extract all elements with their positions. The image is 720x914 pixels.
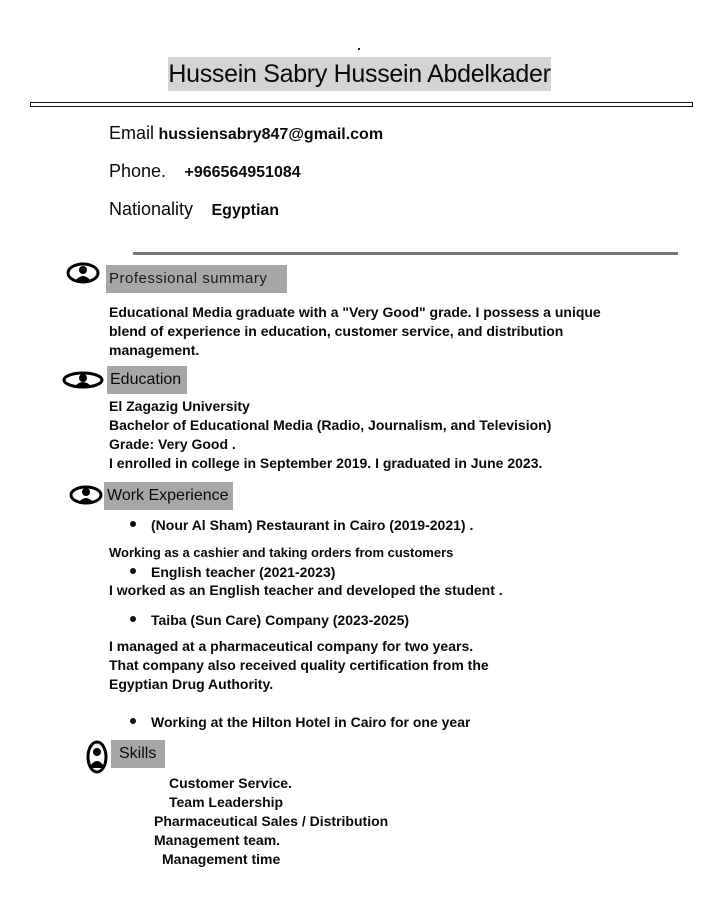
education-line: Bachelor of Educational Media (Radio, Journalism, and Television): [109, 417, 552, 433]
education-line: I enrolled in college in September 2019. I graduated in June 2023.: [109, 455, 543, 471]
skill-item: Customer Service.: [169, 775, 292, 791]
page-title: Hussein Sabry Hussein Abdelkader: [168, 57, 551, 91]
skill-item: Management time: [162, 851, 281, 867]
email-value: hussiensabry847@gmail.com: [158, 126, 384, 143]
summary-text: [109, 303, 601, 360]
work-item-title: [130, 714, 470, 730]
bullet-icon: [130, 718, 136, 724]
work-item-title: [130, 612, 409, 628]
contact-divider: [133, 252, 678, 255]
title-divider: [30, 102, 693, 107]
summary-line: blend of experience in education, customer service, and distribution: [109, 323, 564, 339]
work-item-description: I worked as an English teacher and developed the student .: [109, 582, 503, 598]
summary-heading: Professional summary: [106, 265, 287, 293]
work-title-text: (Nour Al Sham) Restaurant in Cairo (2019-2021) .: [151, 517, 474, 533]
email-label: Email: [109, 123, 155, 143]
email-row: [109, 123, 383, 144]
person-icon: [86, 740, 108, 774]
description-line: I managed at a pharmaceutical company for two years.: [109, 638, 474, 654]
skill-item: Team Leadership: [169, 794, 284, 810]
person-icon: [69, 485, 103, 505]
summary-line: management.: [109, 342, 200, 358]
nationality-label: Nationality: [109, 199, 194, 219]
education-line: Grade: Very Good .: [109, 436, 236, 452]
stray-dot: [358, 48, 360, 50]
person-icon: [66, 262, 100, 284]
work-item-title: [130, 564, 335, 580]
bullet-icon: [130, 616, 136, 622]
work-title-text: Working at the Hilton Hotel in Cairo for one year: [151, 714, 471, 730]
bullet-icon: [130, 521, 136, 527]
work-title-text: English teacher (2021-2023): [151, 564, 336, 580]
skill-item: Pharmaceutical Sales / Distribution: [154, 813, 389, 829]
education-line: El Zagazig University: [109, 398, 250, 414]
work-item-title: [130, 517, 473, 533]
summary-line: Educational Media graduate with a "Very Good" grade. I possess a unique: [109, 304, 601, 320]
phone-label: Phone.: [109, 161, 167, 181]
work-item-description: [109, 637, 489, 694]
nationality-value: Egyptian: [211, 202, 280, 219]
phone-value: +966564951084: [184, 164, 301, 181]
nationality-row: [109, 199, 279, 220]
phone-row: [109, 161, 301, 182]
education-text: [109, 397, 551, 473]
description-line: Egyptian Drug Authority.: [109, 676, 274, 692]
work-item-description: Working as a cashier and taking orders from customers: [109, 545, 454, 560]
work-heading: Work Experience: [104, 482, 233, 510]
bullet-icon: [130, 568, 136, 574]
work-title-text: Taiba (Sun Care) Company (2023-2025): [151, 612, 410, 628]
skills-heading: Skills: [111, 740, 165, 768]
person-icon: [62, 371, 104, 389]
description-line: That company also received quality certification from the: [109, 657, 489, 673]
education-heading: Education: [107, 366, 187, 394]
skill-item: Management team.: [154, 832, 281, 848]
